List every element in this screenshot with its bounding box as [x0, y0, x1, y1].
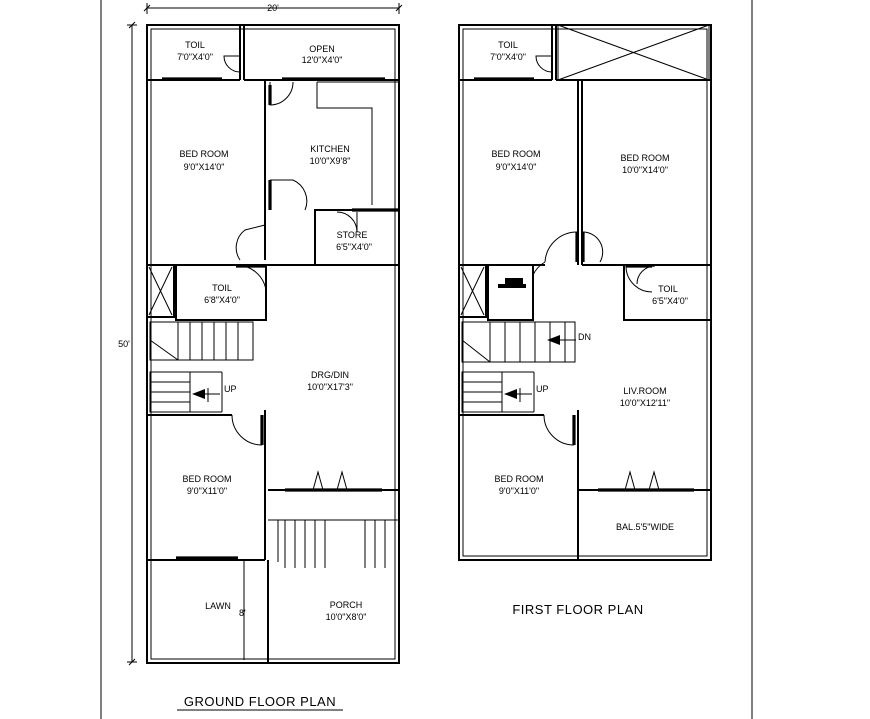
first-stair-up-label: UP: [536, 384, 549, 394]
first-bedroom-2-size: 10'0"X14'0": [622, 165, 668, 175]
porch-size: 10'0"X8'0": [325, 612, 367, 622]
lawn-name: LAWN: [205, 601, 231, 611]
first-toilet-top-size: 7'0"X4'0": [490, 52, 526, 62]
first-floor-plan: [459, 25, 711, 617]
width-dimension-label: 20': [267, 3, 279, 13]
store-size: 6'5"X4'0": [336, 242, 372, 252]
ground-toilet-top-name: TOIL: [185, 40, 205, 50]
first-toilet-mid-name: TOIL: [658, 284, 678, 294]
ground-bedroom-2-name: BED ROOM: [182, 474, 232, 484]
store-name: STORE: [336, 230, 368, 240]
first-floor-title: FIRST FLOOR PLAN: [512, 602, 644, 617]
first-bedroom-2-name: BED ROOM: [620, 153, 670, 163]
ground-toilet-mid-name: TOIL: [212, 283, 232, 293]
porch-name: PORCH: [329, 600, 363, 610]
first-bedroom-3-size: 9'0"X11'0": [498, 486, 540, 496]
first-toilet-mid-size: 6'5"X4'0": [652, 296, 688, 306]
ground-toilet-mid-size: 6'8"X4'0": [204, 295, 240, 305]
drg-din-size: 10'0"X17'3": [307, 382, 353, 392]
first-stair-down-label: DN: [578, 332, 591, 342]
ground-floor-title: GROUND FLOOR PLAN: [183, 694, 337, 709]
lawn-depth-label: 8': [239, 608, 246, 618]
ground-bedroom-1-name: BED ROOM: [179, 149, 229, 159]
kitchen-size: 10'0"X9'8": [309, 156, 351, 166]
drg-din-name: DRG/DIN: [311, 370, 349, 380]
first-bedroom-3-name: BED ROOM: [494, 474, 544, 484]
first-toilet-top-name: TOIL: [498, 40, 518, 50]
open-size: 12'0"X4'0": [301, 55, 343, 65]
ground-outer-wall: [147, 25, 399, 663]
kitchen-name: KITCHEN: [310, 144, 350, 154]
first-bedroom-1-name: BED ROOM: [491, 149, 541, 159]
ground-toilet-top-size: 7'0"X4'0": [177, 52, 213, 62]
ground-bedroom-2-size: 9'0"X11'0": [186, 486, 228, 496]
ground-bedroom-1-size: 9'0"X14'0": [183, 162, 225, 172]
balcony-name: BAL.5'5"WIDE: [616, 522, 674, 532]
ground-stair-up-label: UP: [224, 384, 237, 394]
first-bedroom-1-size: 9'0"X14'0": [495, 162, 537, 172]
living-room-size: 10'0"X12'11": [619, 398, 671, 408]
depth-dimension-label: 50': [118, 339, 130, 349]
ground-floor-plan: [118, 3, 402, 710]
open-name: OPEN: [309, 44, 335, 54]
living-room-name: LIV.ROOM: [623, 386, 667, 396]
